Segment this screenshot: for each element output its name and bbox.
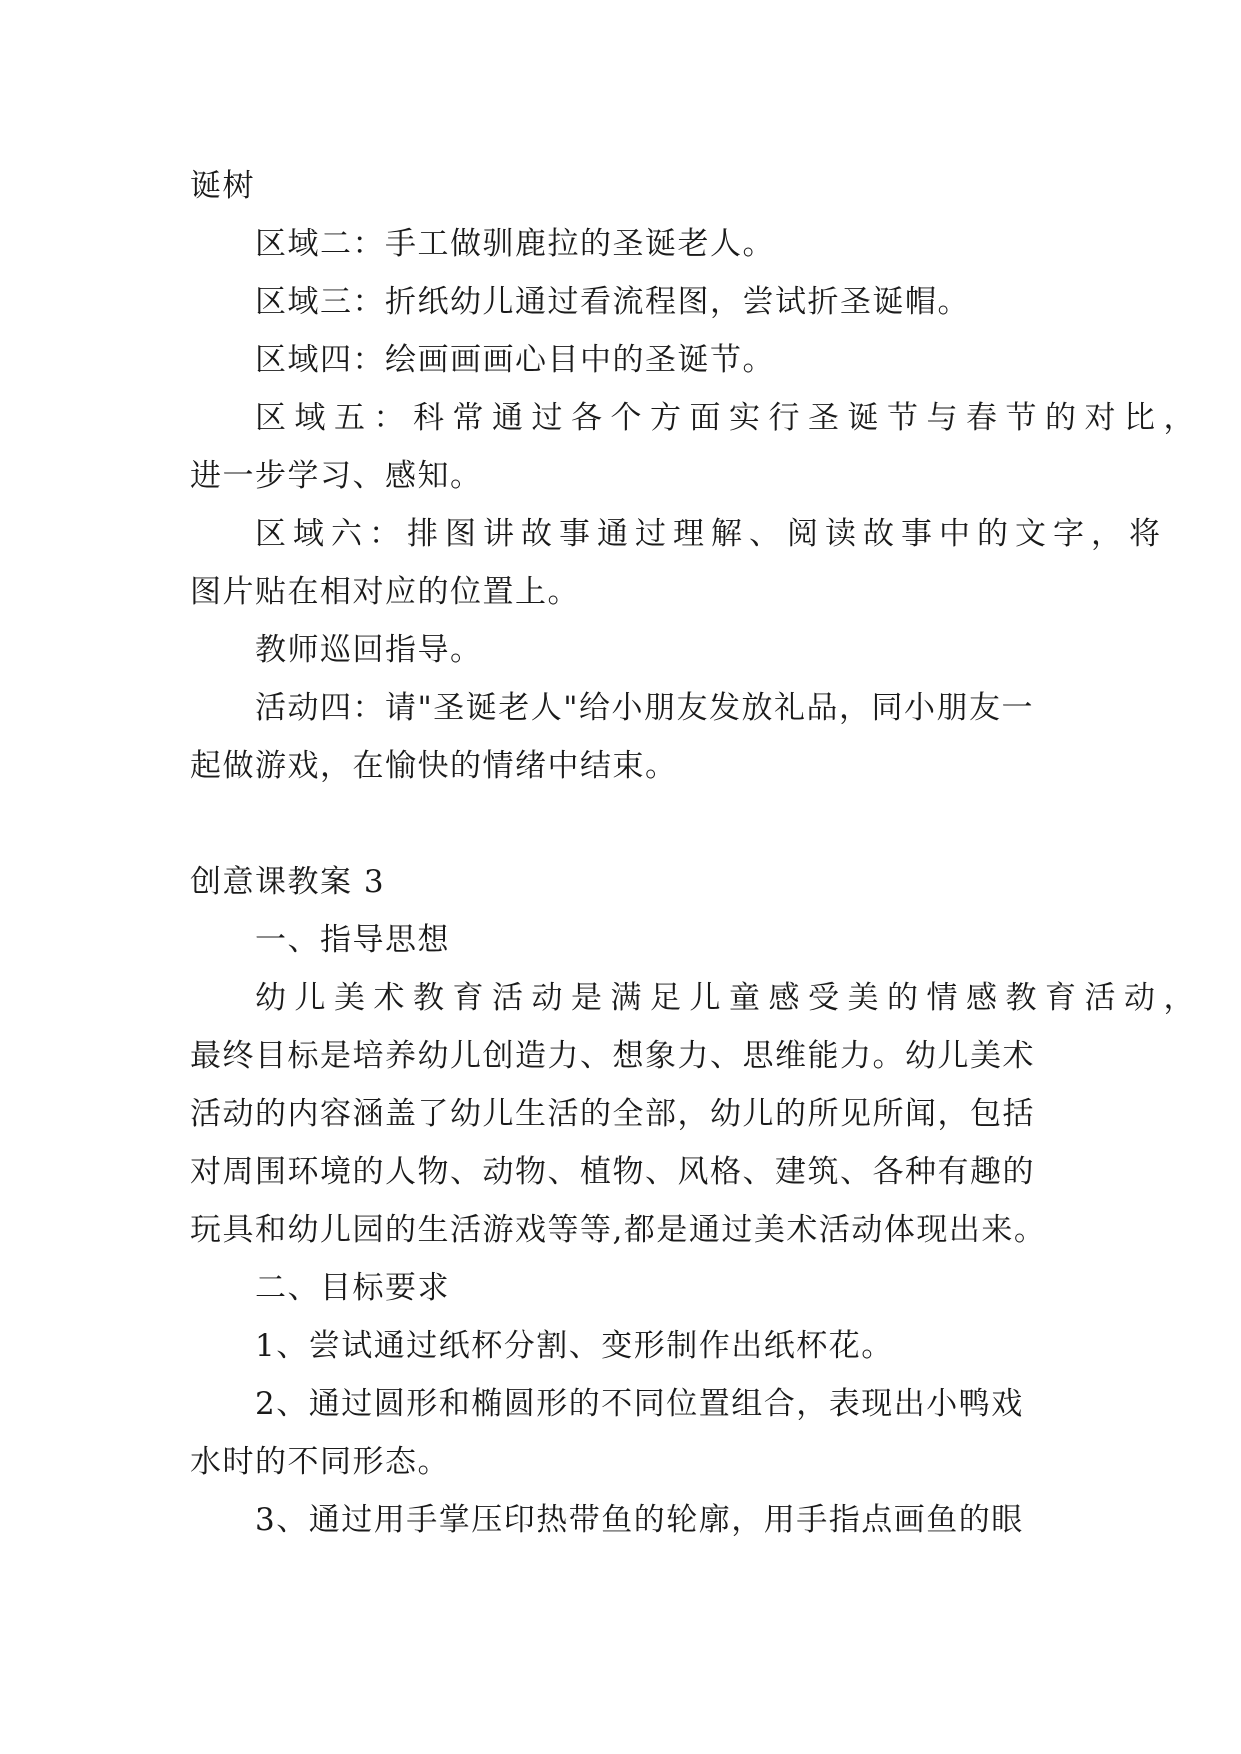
subsection-heading: 一、指导思想 <box>255 922 450 958</box>
text-line: 图片贴在相对应的位置上。 <box>190 574 580 610</box>
text-line: 2、通过圆形和椭圆形的不同位置组合，表现出小鸭戏 <box>255 1386 1024 1422</box>
text-line: 水时的不同形态。 <box>190 1444 450 1480</box>
text-line: 起做游戏，在愉快的情绪中结束。 <box>190 748 678 784</box>
text-line: 区域五：科常通过各个方面实行圣诞节与春节的对比， <box>255 400 1203 436</box>
subsection-heading: 二、目标要求 <box>255 1270 450 1306</box>
text-line: 幼儿美术教育活动是满足儿童感受美的情感教育活动， <box>255 980 1203 1016</box>
text-line: 区域四：绘画画画心目中的圣诞节。 <box>255 342 775 378</box>
text-line: 玩具和幼儿园的生活游戏等等,都是通过美术活动体现出来。 <box>190 1212 1047 1248</box>
text-line: 3、通过用手掌压印热带鱼的轮廓，用手指点画鱼的眼 <box>255 1502 1024 1538</box>
text-line: 活动的内容涵盖了幼儿生活的全部，幼儿的所见所闻，包括 <box>190 1096 1035 1132</box>
text-line: 活动四：请"圣诞老人"给小朋友发放礼品，同小朋友一 <box>255 690 1035 726</box>
text-line: 对周围环境的人物、动物、植物、风格、建筑、各种有趣的 <box>190 1154 1035 1190</box>
text-line: 1、尝试通过纸杯分割、变形制作出纸杯花。 <box>255 1328 894 1364</box>
text-line: 教师巡回指导。 <box>255 632 483 668</box>
text-line: 区域三：折纸幼儿通过看流程图，尝试折圣诞帽。 <box>255 284 970 320</box>
text-line: 进一步学习、感知。 <box>190 458 483 494</box>
section-heading: 创意课教案 3 <box>190 864 386 900</box>
text-line: 区域二：手工做驯鹿拉的圣诞老人。 <box>255 226 775 262</box>
text-line: 区域六：排图讲故事通过理解、阅读故事中的文字，将 <box>255 516 1167 552</box>
text-line: 诞树 <box>190 168 255 204</box>
text-line: 最终目标是培养幼儿创造力、想象力、思维能力。幼儿美术 <box>190 1038 1035 1074</box>
